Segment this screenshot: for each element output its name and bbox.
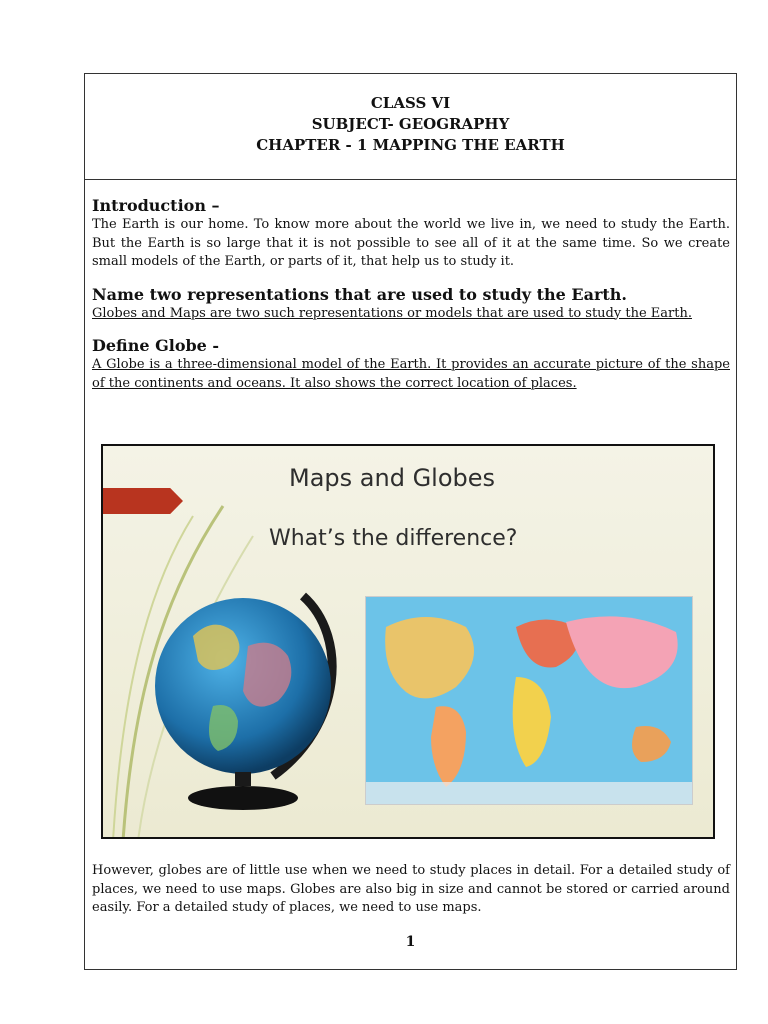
chapter-title: CHAPTER - 1 MAPPING THE EARTH [256, 136, 565, 154]
slide-subtitle: What’s the difference? [269, 526, 518, 551]
world-map-icon [366, 597, 692, 804]
globe-icon [153, 576, 353, 816]
q1-heading: Name two representations that are used to study the Earth. [92, 284, 627, 304]
header-box [85, 74, 736, 180]
intro-heading: Introduction – [92, 196, 220, 215]
closing-text: However, globes are of little use when we need to study places in detail. For a detailed study of places, we need to use maps. Globes are also big in size and cannot be stored or carried around easily. For a detailed study of places, we need to use maps. [92, 863, 730, 915]
page-number: 1 [405, 934, 416, 950]
slide-title: Maps and Globes [289, 464, 496, 492]
q2-answer: A Globe is a three-dimensional model of the Earth. It provides an accurate picture of the shape of the continents and oceans. It also shows the correct location of places. [92, 357, 730, 391]
maps-globes-slide-image [101, 444, 715, 839]
subject-title: SUBJECT- GEOGRAPHY [311, 115, 510, 133]
class-title: CLASS VI [370, 94, 451, 112]
q1-answer: Globes and Maps are two such representations or models that are used to study the Earth. [92, 305, 692, 321]
document-frame [84, 73, 737, 970]
red-arrow-shape [103, 488, 183, 514]
content [85, 196, 736, 393]
q2-heading: Define Globe - [92, 336, 220, 355]
intro-text: The Earth is our home. To know more about the world we live in, we need to study the Earth. But the Earth is so large that it is not possible to see all of it at the same time. So we create small models of the Earth, or parts of it, that help us to study it. [92, 217, 730, 269]
world-map-image [365, 596, 693, 805]
